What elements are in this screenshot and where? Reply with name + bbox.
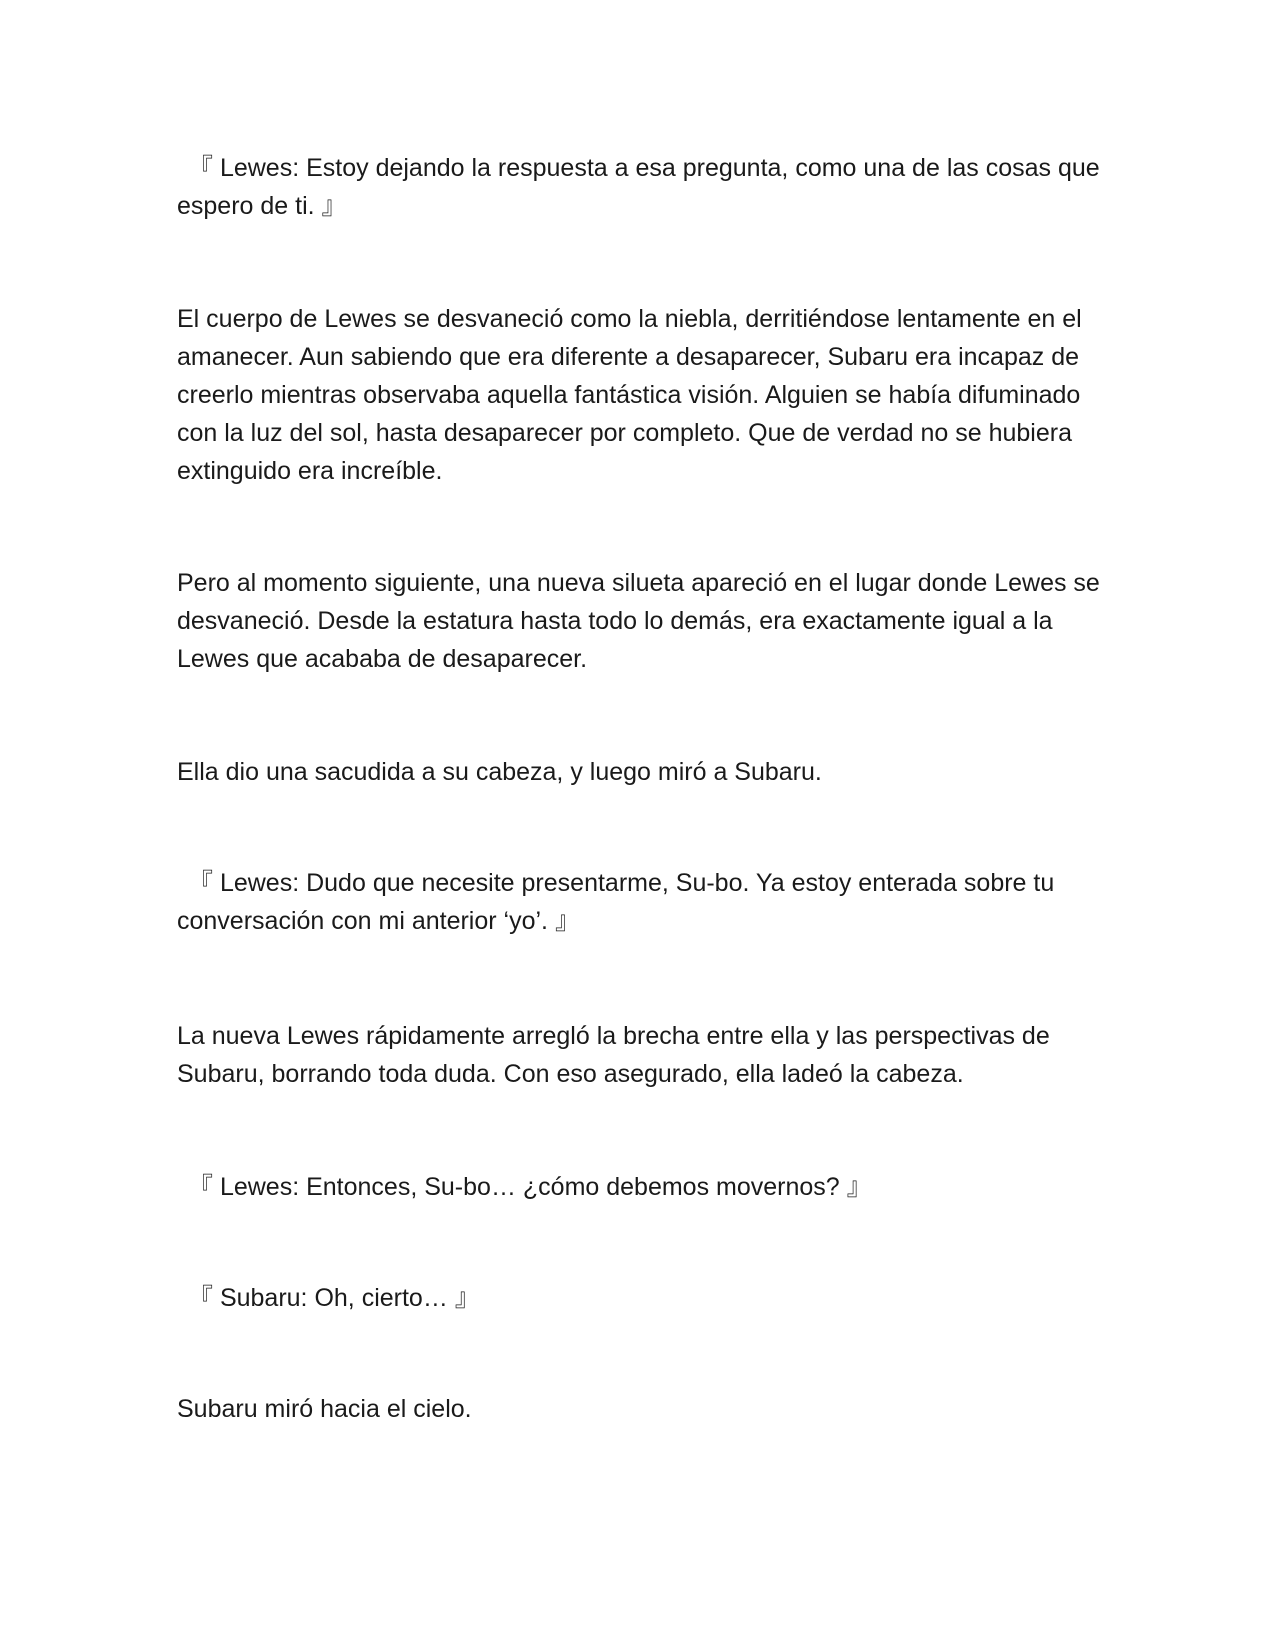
narration-paragraph-head-shake: Ella dio una sacudida a su cabeza, y luego miró a Subaru. <box>177 758 822 786</box>
narration-paragraph-new-silhouette: Pero al momento siguiente, una nueva silueta apareció en el lugar donde Lewes se desvaneció. Desde la estatura hasta todo lo demás, era exactamente igual a la Lewes que acababa de desaparecer. <box>177 569 1100 673</box>
dialogue-subaru-reply: 『 Subaru: Oh, cierto… 』 <box>188 1284 480 1312</box>
narration-paragraph-new-lewes: La nueva Lewes rápidamente arregló la brecha entre ella y las perspectivas de Subaru, borrando toda duda. Con eso asegurado, ella ladeó la cabeza. <box>177 1022 1050 1088</box>
dialogue-lewes-answer: 『 Lewes: Estoy dejando la respuesta a esa pregunta, como una de las cosas que espero de ti. 』 <box>177 154 1100 220</box>
narration-paragraph-vanish: El cuerpo de Lewes se desvaneció como la niebla, derritiéndose lentamente en el amanecer. Aun sabiendo que era diferente a desaparecer, Subaru era incapaz de creerlo mientras observaba aquella fantástica visión. Alguien se había difuminado con la luz del sol, hasta desaparecer por completo. Que de verdad no se hubiera extinguido era increíble. <box>177 305 1082 485</box>
dialogue-lewes-question: 『 Lewes: Entonces, Su-bo… ¿cómo debemos movernos? 』 <box>188 1173 872 1201</box>
dialogue-lewes-introduction: 『 Lewes: Dudo que necesite presentarme, Su-bo. Ya estoy enterada sobre tu conversación con mi anterior ‘yo’. 』 <box>177 869 1055 935</box>
narration-paragraph-sky: Subaru miró hacia el cielo. <box>177 1395 472 1423</box>
